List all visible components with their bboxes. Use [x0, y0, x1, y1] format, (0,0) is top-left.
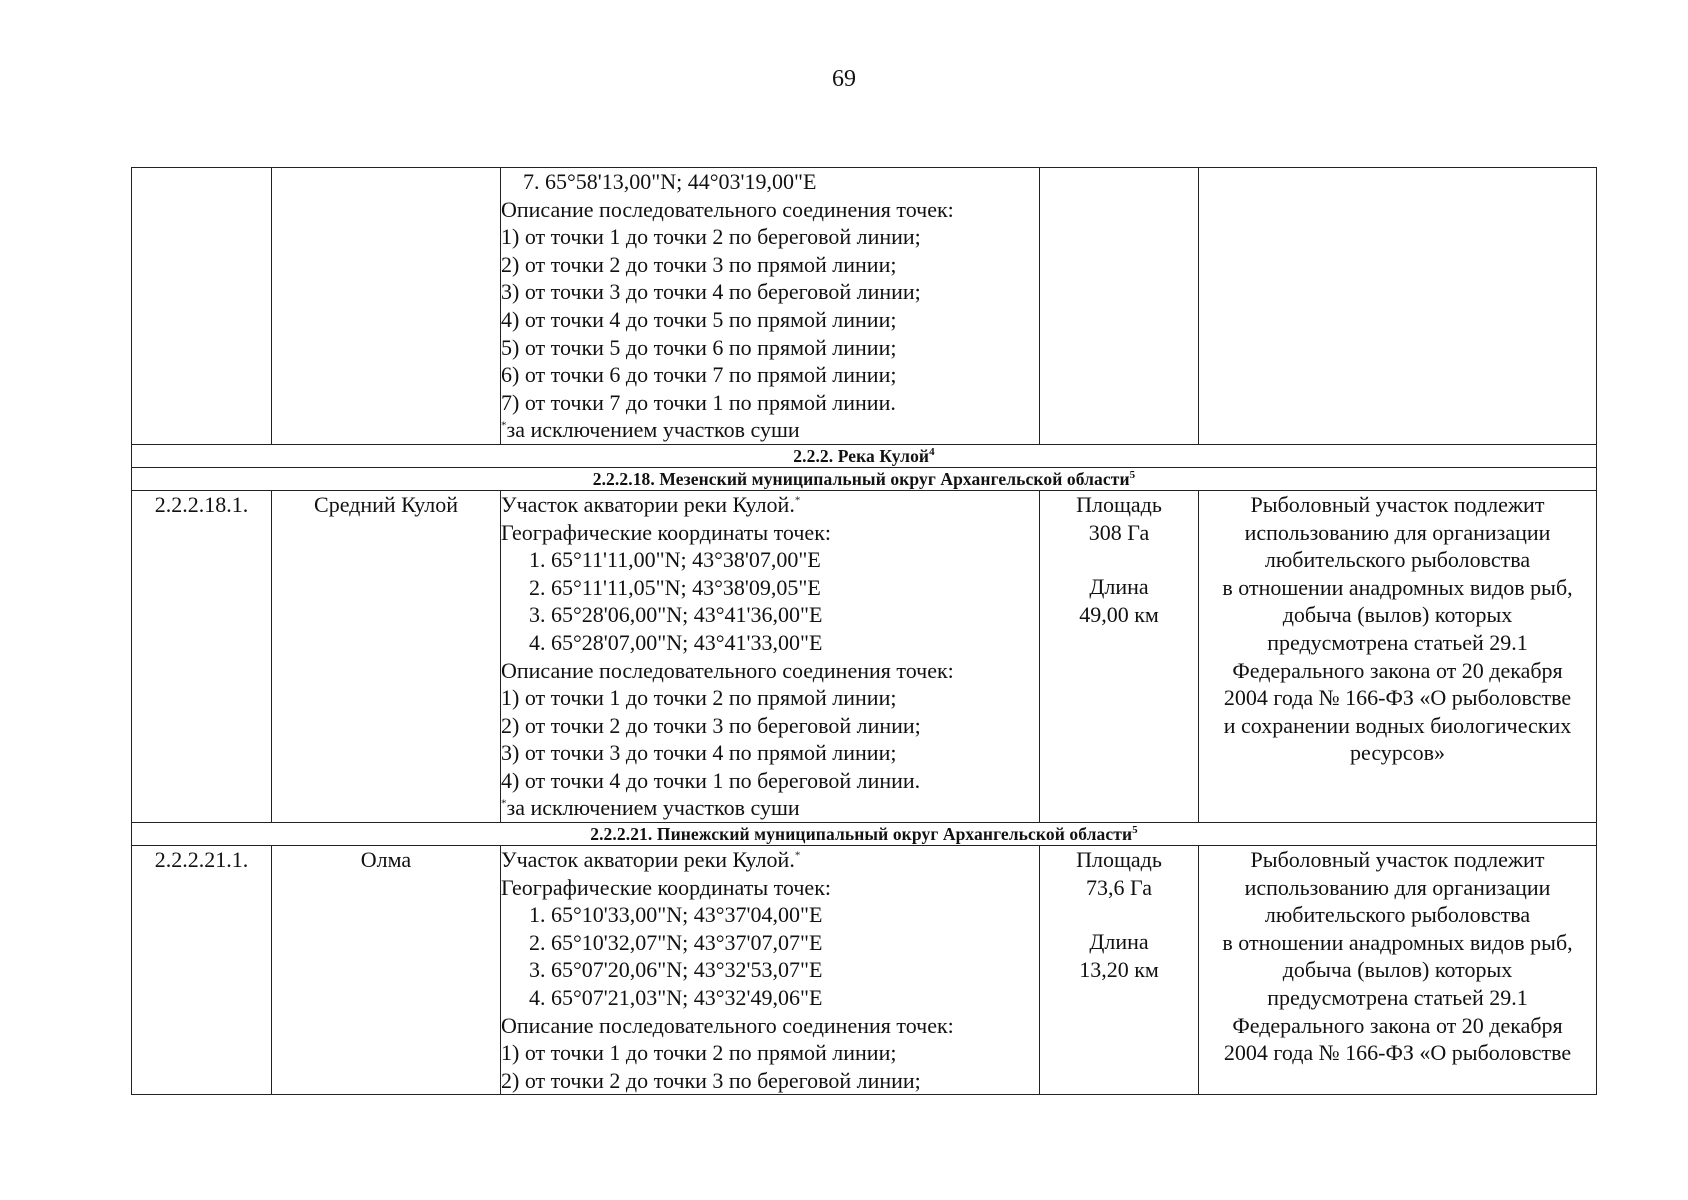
coordinates-label: Географические координаты точек:	[501, 519, 831, 545]
length-value: 49,00 км	[1079, 601, 1159, 627]
note-line: Федерального закона от 20 декабря	[1232, 1012, 1563, 1038]
cell-name: Олма	[272, 846, 501, 1095]
cell-name	[272, 168, 501, 445]
cell-description	[501, 168, 1040, 445]
connection-line: 7) от точки 7 до точки 1 по прямой линии.	[501, 389, 896, 415]
section-header-district	[132, 823, 1597, 846]
cell-number	[132, 168, 272, 445]
area-label: Площадь	[1076, 491, 1162, 517]
note-line: добыча (вылов) которых	[1282, 602, 1513, 628]
note-line: добыча (вылов) которых	[1282, 957, 1513, 983]
length-label: Длина	[1089, 929, 1149, 955]
connection-line: 4) от точки 4 до точки 1 по береговой линии.	[501, 767, 921, 793]
area-value: 73,6 Га	[1086, 874, 1152, 900]
footnote-line: *за исключением участков суши	[501, 417, 800, 443]
note-line: и сохранении водных биологических	[1223, 712, 1572, 738]
note-line: использованию для организации	[1244, 874, 1551, 900]
area-label: Площадь	[1076, 847, 1162, 873]
connection-label: Описание последовательного соединения точек:	[501, 196, 954, 222]
cell-number: 2.2.2.18.1.	[132, 490, 272, 822]
connection-line: 5) от точки 5 до точки 6 по прямой линии;	[501, 334, 897, 360]
cell-measures	[1040, 846, 1199, 1095]
section-title: 2.2.2.18. Мезенский муниципальный округ Архангельской области$^5$	[132, 467, 1597, 490]
connection-label: Описание последовательного соединения точек:	[501, 657, 954, 683]
note-line: любительского рыболовства	[1264, 902, 1531, 928]
note-line: использованию для организации	[1244, 519, 1551, 545]
coordinates-label: Географические координаты точек:	[501, 874, 831, 900]
page-number: 69	[832, 66, 856, 92]
table-row	[132, 846, 1597, 1095]
section-header-river	[132, 444, 1597, 467]
note-line: 2004 года № 166-ФЗ «О рыболовстве	[1223, 1040, 1572, 1066]
cell-description	[501, 490, 1040, 822]
coordinate-point: 4. 65°28'07,00"N; 43°41'33,00"E	[529, 629, 823, 655]
cell-measures	[1040, 490, 1199, 822]
connection-line: 4) от точки 4 до точки 5 по прямой линии;	[501, 306, 897, 332]
connection-line: 6) от точки 6 до точки 7 по прямой линии;	[501, 362, 897, 388]
cell-note	[1199, 168, 1597, 445]
note-line: ресурсов»	[1350, 740, 1445, 766]
cell-number: 2.2.2.21.1.	[132, 846, 272, 1095]
table-row-continuation	[132, 168, 1597, 445]
fishing-areas-table	[131, 167, 1597, 1095]
note-line: предусмотрена статьей 29.1	[1267, 985, 1528, 1011]
table-row	[132, 490, 1597, 822]
cell-note	[1199, 490, 1597, 822]
note-line: 2004 года № 166-ФЗ «О рыболовстве	[1223, 685, 1572, 711]
coordinate-point: 1. 65°10'33,00"N; 43°37'04,00"E	[529, 902, 823, 928]
section-title: 2.2.2. Река Кулой$^4$	[132, 444, 1597, 467]
section-title: 2.2.2.21. Пинежский муниципальный округ Архангельской области$^5$	[132, 823, 1597, 846]
connection-line: 1) от точки 1 до точки 2 по береговой линии;	[501, 224, 921, 250]
coordinate-point: 7. 65°58'13,00"N; 44°03'19,00"E	[523, 169, 817, 194]
note-line: Рыболовный участок подлежит	[1250, 491, 1545, 517]
note-line: предусмотрена статьей 29.1	[1267, 629, 1528, 655]
note-line: любительского рыболовства	[1264, 547, 1531, 573]
connection-line: 2) от точки 2 до точки 3 по береговой линии;	[501, 1067, 921, 1093]
area-value: 308 Га	[1088, 519, 1150, 545]
note-line: в отношении анадромных видов рыб,	[1222, 574, 1573, 600]
connection-line: 2) от точки 2 до точки 3 по прямой линии;	[501, 251, 897, 277]
coordinate-point: 2. 65°11'11,05"N; 43°38'09,05"E	[529, 574, 821, 600]
length-value: 13,20 км	[1079, 956, 1159, 982]
area-title: Участок акватории реки Кулой.*	[501, 847, 801, 873]
note-line: в отношении анадромных видов рыб,	[1222, 929, 1573, 955]
connection-line: 3) от точки 3 до точки 4 по прямой линии;	[501, 740, 897, 766]
connection-line: 2) от точки 2 до точки 3 по береговой линии;	[501, 712, 921, 738]
coordinate-point: 2. 65°10'32,07"N; 43°37'07,07"E	[529, 929, 823, 955]
cell-description	[501, 846, 1040, 1095]
coordinate-point: 3. 65°07'20,06"N; 43°32'53,07"E	[529, 957, 823, 983]
note-line: Федерального закона от 20 декабря	[1232, 657, 1563, 683]
footnote-line: *за исключением участков суши	[501, 795, 800, 821]
coordinate-point: 3. 65°28'06,00"N; 43°41'36,00"E	[529, 602, 823, 628]
coordinate-point: 4. 65°07'21,03"N; 43°32'49,06"E	[529, 985, 823, 1011]
cell-note	[1199, 846, 1597, 1095]
connection-line: 1) от точки 1 до точки 2 по прямой линии;	[501, 685, 897, 711]
length-label: Длина	[1089, 574, 1149, 600]
note-line: Рыболовный участок подлежит	[1250, 847, 1545, 873]
connection-line: 3) от точки 3 до точки 4 по береговой линии;	[501, 279, 921, 305]
cell-measures	[1040, 168, 1199, 445]
connection-label: Описание последовательного соединения точек:	[501, 1012, 954, 1038]
cell-name: Средний Кулой	[272, 490, 501, 822]
coordinate-point: 1. 65°11'11,00"N; 43°38'07,00"E	[529, 547, 821, 573]
area-title: Участок акватории реки Кулой.*	[501, 491, 801, 517]
section-header-district	[132, 467, 1597, 490]
connection-line: 1) от точки 1 до точки 2 по прямой линии;	[501, 1040, 897, 1066]
